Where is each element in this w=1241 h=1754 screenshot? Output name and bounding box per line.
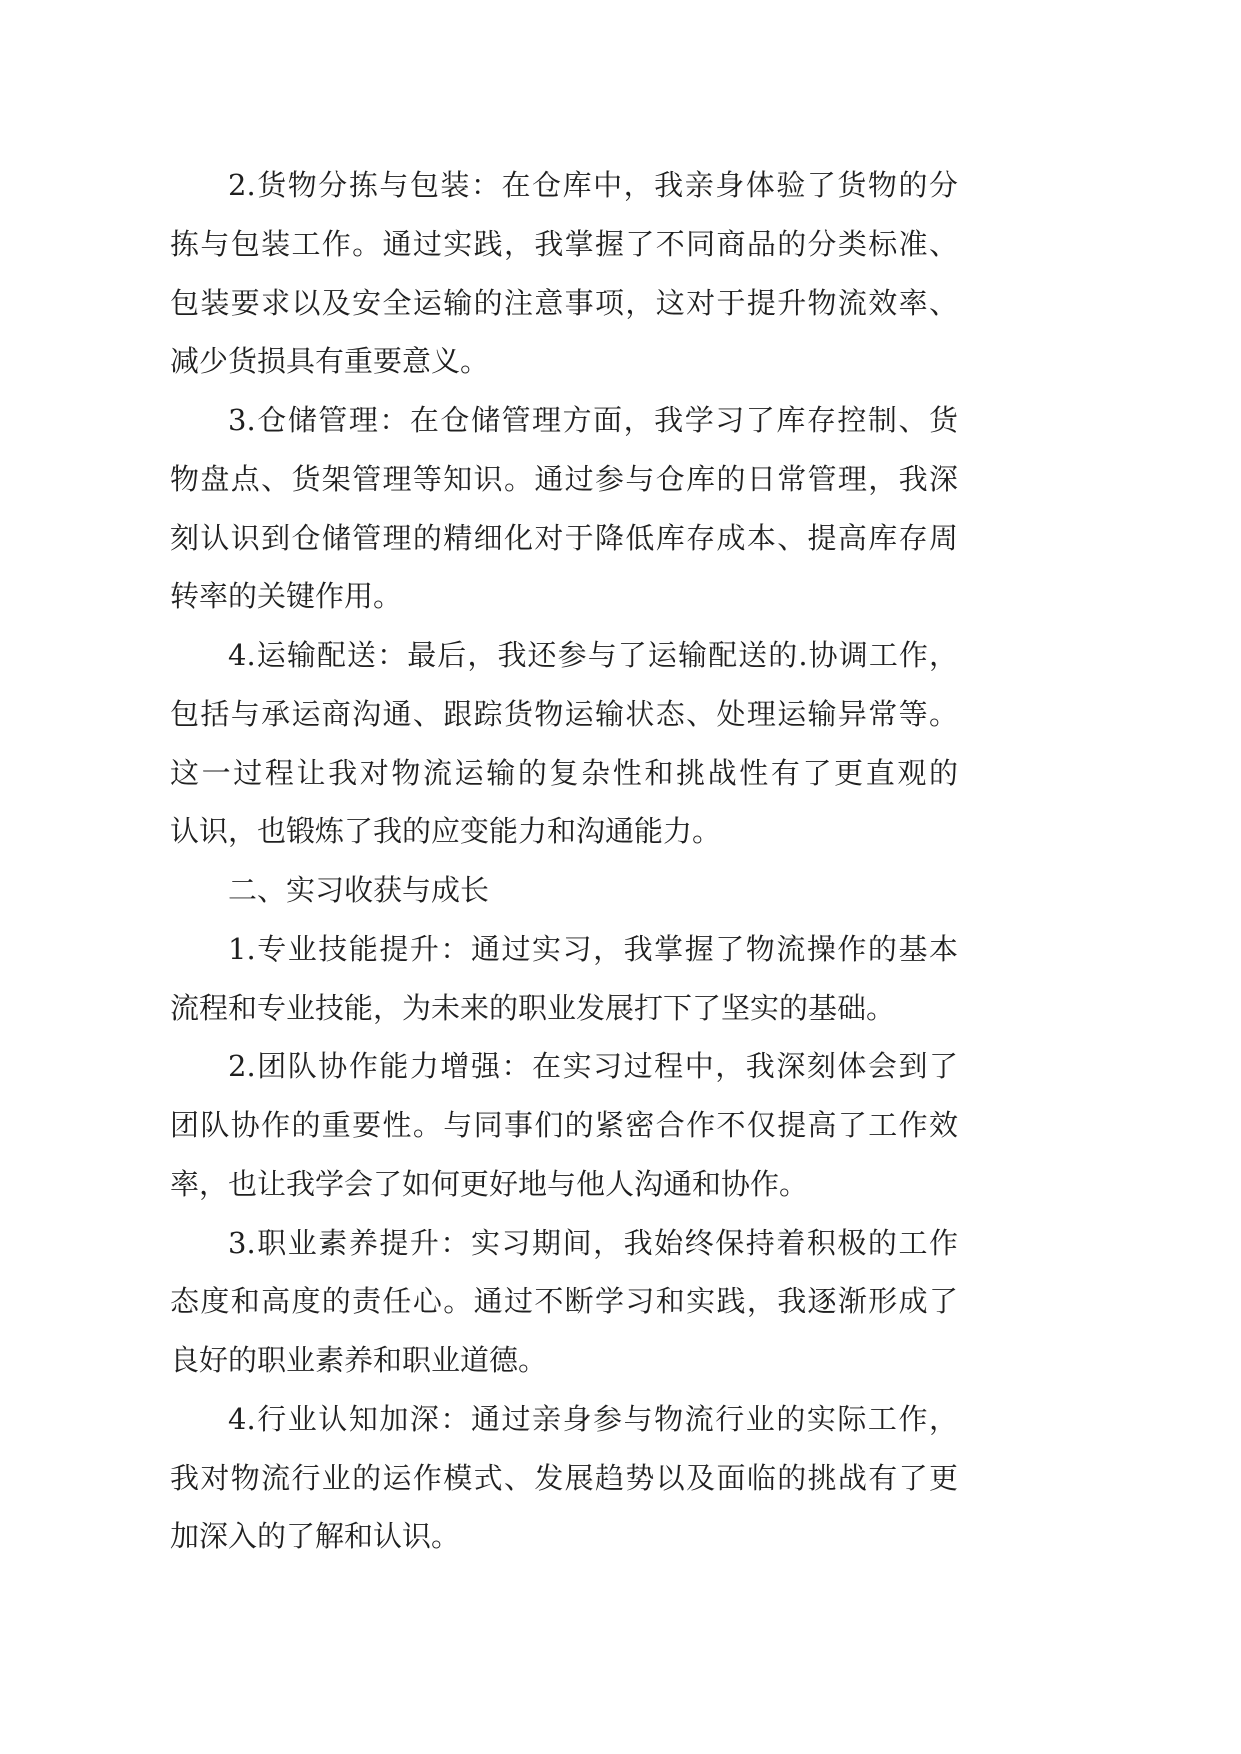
paragraph-professional-skills [170, 920, 958, 1038]
text-line: 2.团队协作能力增强：在实习过程中，我深刻体会到了 [228, 1049, 958, 1084]
paragraph-professionalism [170, 1214, 958, 1390]
paragraph-warehouse-management [170, 391, 958, 626]
text-line: 减少货损具有重要意义。 [170, 344, 490, 379]
text-line: 我对物流行业的运作模式、发展趋势以及面临的挑战有了更 [170, 1460, 958, 1495]
text-line: 认识，也锻炼了我的应变能力和沟通能力。 [170, 814, 722, 849]
text-line: 加深入的了解和认识。 [170, 1519, 461, 1554]
text-line: 率，也让我学会了如何更好地与他人沟通和协作。 [170, 1166, 809, 1201]
text-line: 2.货物分拣与包装：在仓库中，我亲身体验了货物的分 [228, 168, 958, 202]
text-line: 拣与包装工作。通过实践，我掌握了不同商品的分类标准、 [170, 226, 958, 261]
document-body [170, 156, 958, 1566]
paragraph-teamwork [170, 1037, 958, 1213]
text-line: 1.专业技能提升：通过实习，我掌握了物流操作的基本 [228, 931, 958, 966]
text-line: 这一过程让我对物流运输的复杂性和挑战性有了更直观的 [170, 755, 958, 790]
section-heading: 二、实习收获与成长 [228, 873, 490, 907]
text-line: 包括与承运商沟通、跟踪货物运输状态、处理运输异常等。 [170, 696, 958, 731]
text-line: 转率的关键作用。 [170, 579, 403, 614]
text-line: 物盘点、货架管理等知识。通过参与仓库的日常管理，我深 [170, 461, 958, 496]
paragraph-transport-delivery [170, 626, 958, 861]
text-line: 态度和高度的责任心。通过不断学习和实践，我逐渐形成了 [170, 1284, 958, 1319]
text-line: 流程和专业技能，为未来的职业发展打下了坚实的基础。 [170, 990, 896, 1025]
text-line: 团队协作的重要性。与同事们的紧密合作不仅提高了工作效 [170, 1108, 958, 1142]
text-line: 包装要求以及安全运输的注意事项，这对于提升物流效率、 [170, 285, 958, 320]
text-line: 3.职业素养提升：实习期间，我始终保持着积极的工作 [228, 1225, 958, 1260]
paragraph-industry-awareness [170, 1390, 958, 1566]
text-line: 4.运输配送：最后，我还参与了运输配送的.协调工作， [228, 638, 958, 672]
paragraph-goods-sorting [170, 156, 958, 391]
text-line: 3.仓储管理：在仓储管理方面，我学习了库存控制、货 [228, 403, 958, 437]
section-heading-block [170, 861, 958, 920]
text-line: 刻认识到仓储管理的精细化对于降低库存成本、提高库存周 [170, 520, 958, 555]
text-line: 4.行业认知加深：通过亲身参与物流行业的实际工作， [228, 1401, 958, 1436]
text-line: 良好的职业素养和职业道德。 [170, 1343, 548, 1377]
